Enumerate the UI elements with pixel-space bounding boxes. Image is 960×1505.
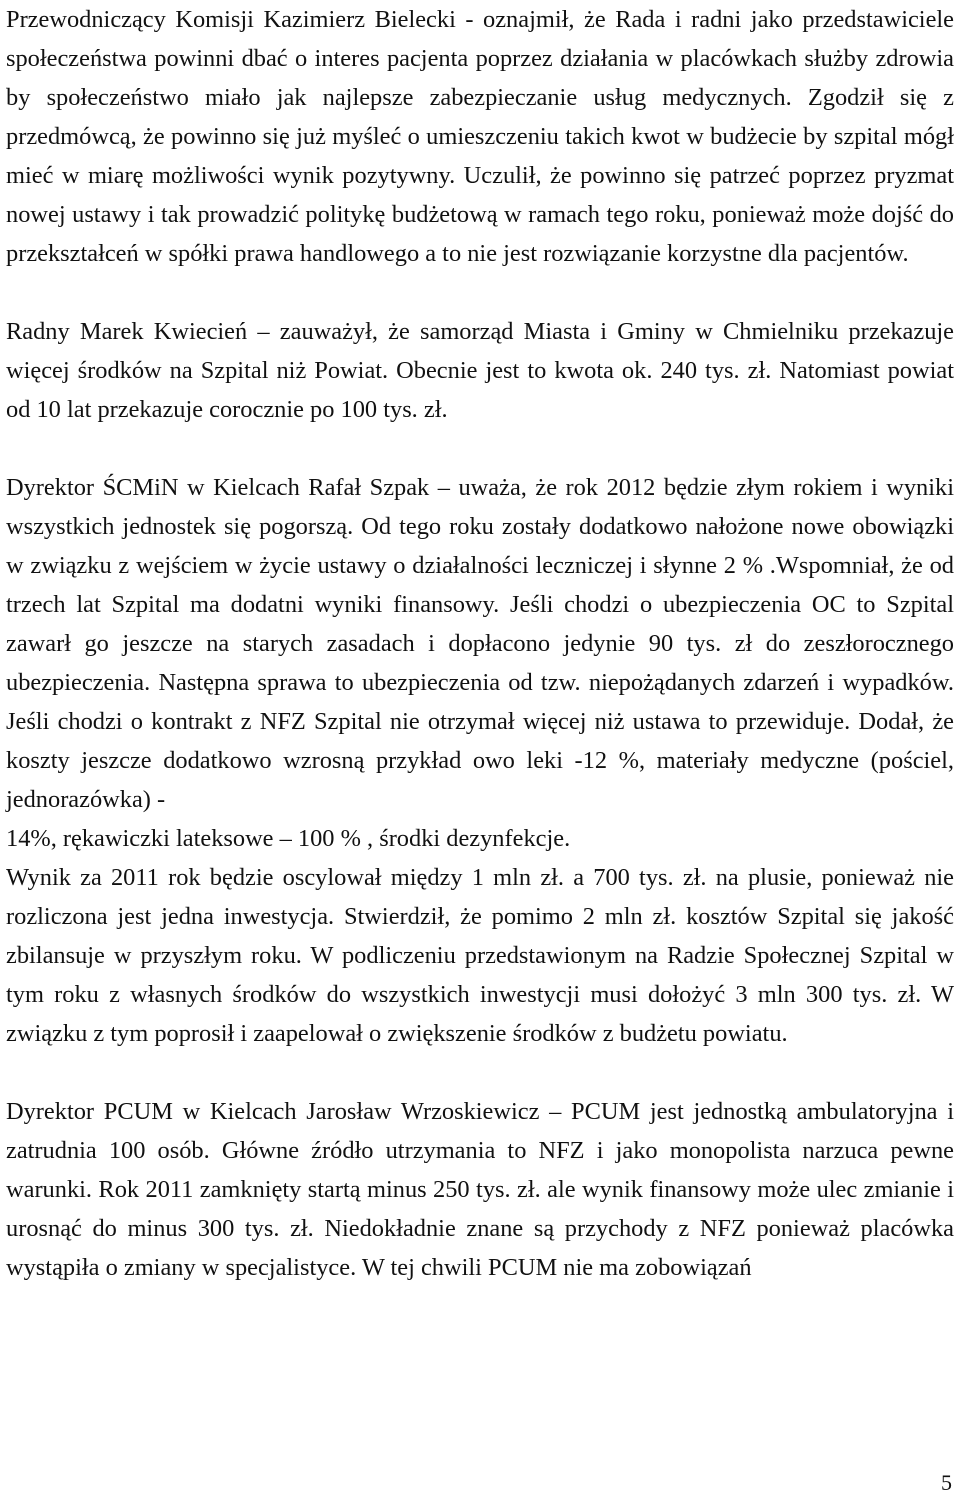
paragraph-spacer [6, 1053, 954, 1092]
document-page [6, 0, 954, 1287]
paragraph-director-scmin: Dyrektor ŚCMiN w Kielcach Rafał Szpak – uważa, że rok 2012 będzie złym rokiem i wyniki wszystkich jednostek się pogorszą. Od tego roku zostały dodatkowo nałożone nowe obowiązki w związku z wejściem w życie ustawy o działalności leczniczej i słynne 2 % .Wspomniał, że od trzech lat Szpital ma dodatni wyniki finansowy. Jeśli chodzi o ubezpieczenia OC to Szpital zawarł go jeszcze na starych zasadach i dopłacono jedynie 90 tys. zł do zeszłorocznego ubezpieczenia. Następna sprawa to ubezpieczenia od tzw. niepożądanych zdarzeń i wypadków. Jeśli chodzi o kontrakt z NFZ Szpital nie otrzymał więcej niż ustawa to przewiduje. Dodał, że koszty jeszcze dodatkowo wzrosną przykład owo leki -12 %, materiały medyczne (pościel, jednorazówka) - [6, 474, 954, 813]
paragraph-costs-continuation: 14%, rękawiczki lateksowe – 100 % , środki dezynfekcje. [6, 825, 571, 852]
paragraph-spacer [6, 429, 954, 468]
paragraph-result-2011: Wynik za 2011 rok będzie oscylował między 1 mln zł. a 700 tys. zł. na plusie, ponieważ nie rozliczona jest jedna inwestycja. Stwierdził, że pomimo 2 mln zł. kosztów Szpital się jakość zbilansuje w przyszłym roku. W podliczeniu przedstawionym na Radzie Społecznej Szpital w tym roku z własnych środków do wszystkich inwestycji musi dołożyć 3 mln 300 tys. zł. W związku z tym poprosił i zaapelował o zwiększenie środków z budżetu powiatu. [6, 864, 954, 1047]
paragraph-director-pcum: Dyrektor PCUM w Kielcach Jarosław Wrzoskiewicz – PCUM jest jednostką ambulatoryjna i zatrudnia 100 osób. Główne źródło utrzymania to NFZ i jako monopolista narzuca pewne warunki. Rok 2011 zamknięty startą minus 250 tys. zł. ale wynik finansowy może ulec zmianie i urosnąć do minus 300 tys. zł. Niedokładnie znane są przychody z NFZ ponieważ placówka wystąpiła o zmiany w specjalistyce. W tej chwili PCUM nie ma zobowiązań [6, 1098, 954, 1281]
paragraph-councillor-kwiecien: Radny Marek Kwiecień – zauważył, że samorząd Miasta i Gminy w Chmielniku przekazuje więcej środków na Szpital niż Powiat. Obecnie jest to kwota ok. 240 tys. zł. Natomiast powiat od 10 lat przekazuje corocznie po 100 tys. zł. [6, 318, 954, 423]
paragraph-committee-chairman: Przewodniczący Komisji Kazimierz Bielecki - oznajmił, że Rada i radni jako przedstawiciele społeczeństwa powinni dbać o interes pacjenta poprzez działania w placówkach służby zdrowia by społeczeństwo miało jak najlepsze zabezpieczanie usług medycznych. Zgodził się z przedmówcą, że powinno się już myśleć o umieszczeniu takich kwot w budżecie by szpital mógł mieć w miarę możliwości wynik pozytywny. Uczulił, że powinno się patrzeć poprzez pryzmat nowej ustawy i tak prowadzić politykę budżetową w ramach tego roku, ponieważ może dojść do przekształceń w spółki prawa handlowego a to nie jest rozwiązanie korzystne dla pacjentów. [6, 6, 954, 267]
paragraph-spacer [6, 273, 954, 312]
page-number: 5 [941, 1470, 952, 1495]
